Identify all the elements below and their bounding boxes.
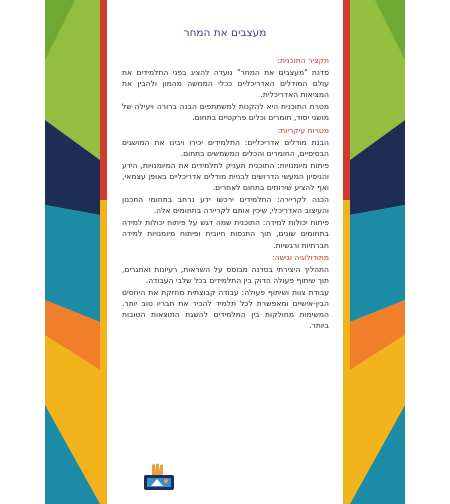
method-heading: מתודולוגיה וגישה: <box>272 252 329 262</box>
right-band-red <box>343 0 350 200</box>
left-band-red <box>100 0 107 200</box>
summary-heading: תקציר התוכנית: <box>277 56 329 65</box>
goal-item-2: פיתוח מיומנויות: התוכנית תעניק לתלמידים את המיומנויות, הידע והניסיון המעשי הדרושים לבניית מודלים אדריכליים באופן עצמאי, ואף להציע שירותים בתחום לאחרים. <box>122 160 329 193</box>
school-hand-logo-icon <box>142 462 176 492</box>
goals-heading: מטרות עיקריות: <box>277 125 329 135</box>
summary-paragraph-2: מטרת התוכנית היא להקנות למשתתפים הבנה ברורה ויעילה של מושגי יסוד, חומרים וכלים פרקטיים בתחום. <box>122 102 329 123</box>
method-paragraph-1: התהליך היצירתי בסדנה מבוסס על השראות, רעיונות ואתגרים, תוך שיתוף פעולה הדוק בין התלמידים בכל שלבי העבודה. <box>122 264 329 285</box>
document-page <box>111 0 339 504</box>
left-strip-yellow <box>100 200 107 504</box>
goal-item-3: הכנה לקריירה: התלמידים ירכשו ידע נרחב בתחומי התכנון והעיצוב האדריכלי, שיכין אותם לקריירה בתחומים אלה. <box>122 195 329 216</box>
document-body <box>122 55 329 332</box>
right-strip-yellow <box>343 200 350 504</box>
method-paragraph-2: עבודת צוות ושיתוף פעולה: עבודה קבוצתית מחזקת את היחסים הבין-אישיים ומאפשרת לכל תלמיד להכיר את חבריו טוב יותר. המשימות מחולקות בין התלמידים להשגת התוצאות הטובות ביותר. <box>122 287 329 331</box>
page-title: מעצבים את המחר <box>183 27 267 39</box>
summary-paragraph-1: סדנת "מעצבים את המחר" נועדה להציג בפני התלמידים את עולם המודלים האדריכליים ככלי המחשה מהמון ולהבין את המציאות האדריכלית. <box>122 68 329 100</box>
goal-item-4: פיתוח יכולות למידה: התוכנית שמה דגש על פיתוח יכולות למידה בתחומים שונים, תוך התנסות חיובית ופיתוח מיומנויות למידה חברתיות ורגשיות. <box>122 218 329 250</box>
goal-item-1: הבנת מודלים אדריכליים: התלמידים יכירו ויבינו את המושגים הבסיסיים, החומרים והכלים המשמשים בתחום. <box>122 137 329 158</box>
